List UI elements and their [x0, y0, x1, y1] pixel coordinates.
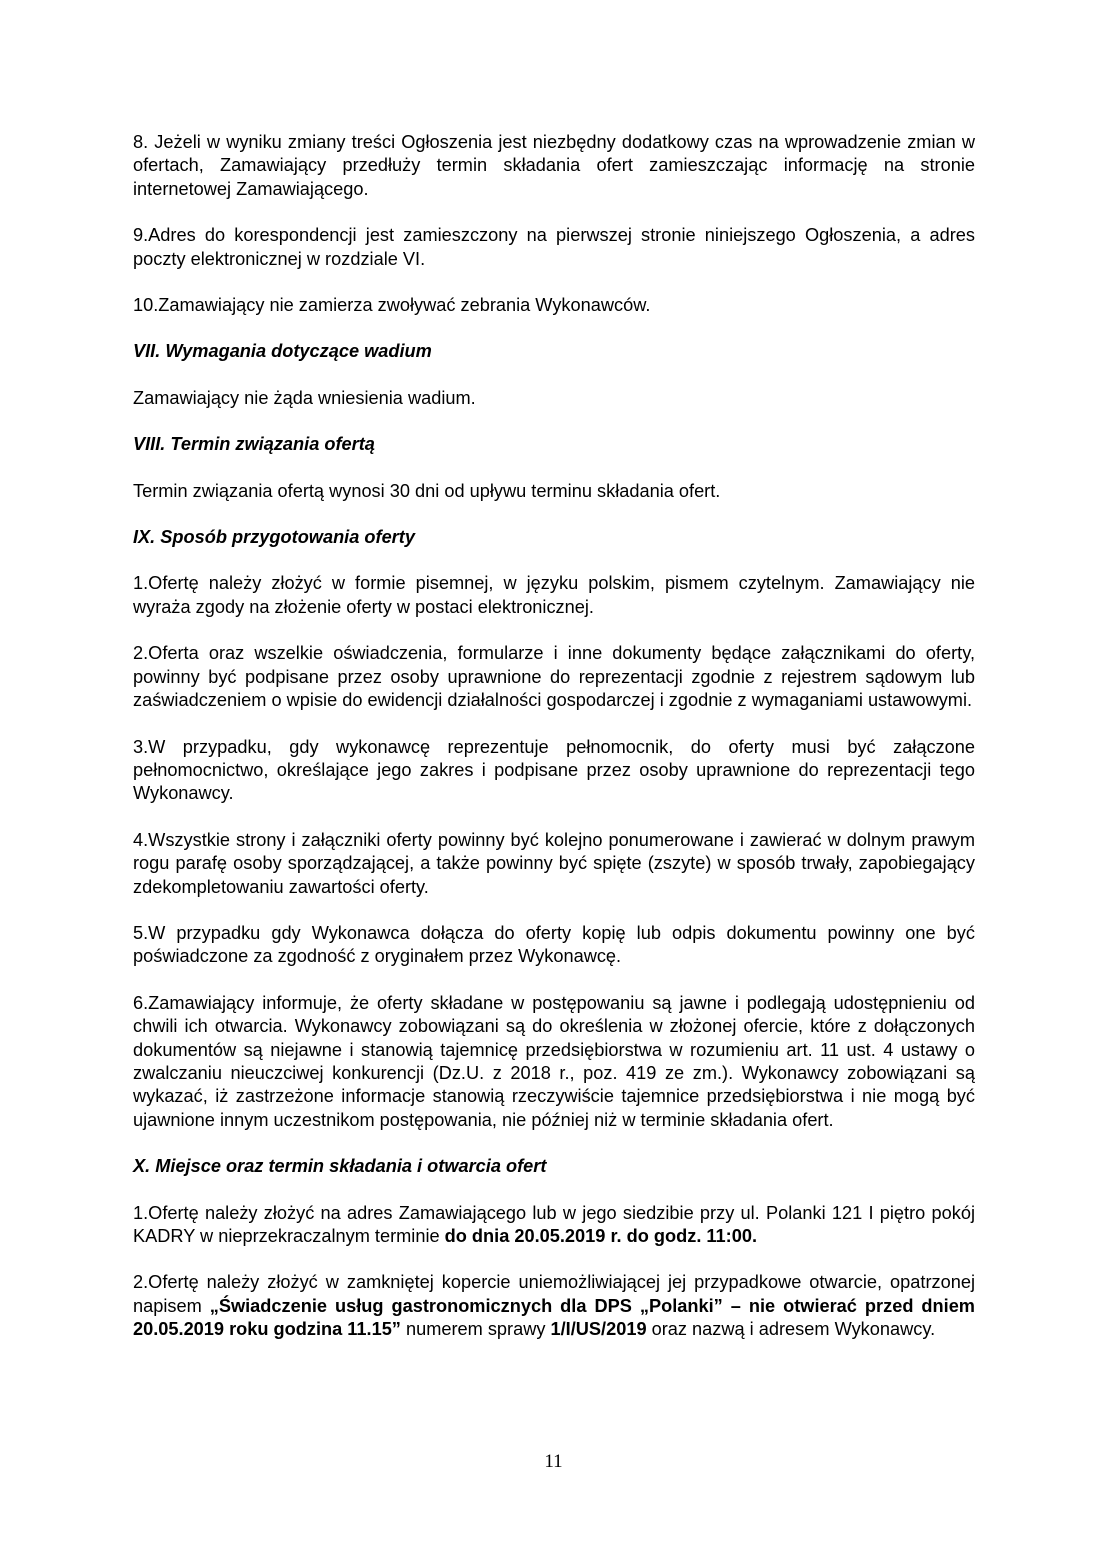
section-viii-text: Termin związania ofertą wynosi 30 dni od upływu terminu składania ofert.: [133, 480, 721, 501]
section-ix-item-5: 5.W przypadku gdy Wykonawca dołącza do oferty kopię lub odpis dokumentu powinny one być poświadczone za zgodność z oryginałem przez Wykonawcę.: [133, 922, 975, 967]
section-x-heading: X. Miejsce oraz termin składania i otwarcia ofert: [133, 1156, 547, 1177]
page-number: 11: [544, 1451, 563, 1472]
document-page: [133, 131, 975, 1365]
section-viii-heading: VIII. Termin związania ofertą: [133, 434, 375, 455]
section-vii-text: Zamawiający nie żąda wniesienia wadium.: [133, 387, 476, 408]
section-ix-item-3: 3.W przypadku, gdy wykonawcę reprezentuje pełnomocnik, do oferty musi być załączone pełnomocnictwo, określające jego zakres i podpisane przez osoby uprawnione do reprezentacji tego Wykonawcy.: [133, 736, 975, 804]
section-ix-heading: IX. Sposób przygotowania oferty: [133, 527, 415, 548]
section-vii-heading: VII. Wymagania dotyczące wadium: [133, 341, 432, 362]
section-x-item-1-deadline: do dnia 20.05.2019 r. do godz. 11:00.: [444, 1226, 757, 1246]
section-ix-item-4: 4.Wszystkie strony i załączniki oferty powinny być kolejno ponumerowane i zawierać w dolnym prawym rogu parafę osoby sporządzającej, a także powinny być spięte (zszyte) w sposób trwały, zapobiegający zdekompletowaniu zawartości oferty.: [133, 829, 975, 897]
section-ix-item-6: 6.Zamawiający informuje, że oferty składane w postępowaniu są jawne i podlegają udostępnieniu od chwili ich otwarcia. Wykonawcy zobowiązani są do określenia w złożonej ofercie, które z dołączonych dokumentów są niejawne i stanowią tajemnicę przedsiębiorstwa w rozumieniu art. 11 ust. 4 ustawy o zwalczaniu nieuczciwej konkurencji (Dz.U. z 2018 r., poz. 419 ze zm.). Wykonawcy zobowiązani są wykazać, iż zastrzeżone informacje stanowią rzeczywiście tajemnice przedsiębiorstwa i nie mogą być ujawnione innym uczestnikom postępowania, nie później niż w terminie składania ofert.: [133, 992, 975, 1130]
section-x-item-2-text-c: oraz nazwą i adresem Wykonawcy.: [646, 1319, 936, 1340]
paragraph-8: 8. Jeżeli w wyniku zmiany treści Ogłoszenia jest niezbędny dodatkowy czas na wprowadzenie zmian w ofertach, Zamawiający przedłuży termin składania ofert zamieszczając informację na stronie internetowej Zamawiającego.: [133, 132, 975, 199]
paragraph-10: 10.Zamawiający nie zamierza zwoływać zebrania Wykonawców.: [133, 295, 651, 316]
section-x-item-1-text: 1.Ofertę należy złożyć na adres Zamawiającego lub w jego siedzibie przy ul. Polanki 121 I piętro pokój KADRY w nieprzekraczalnym terminie: [133, 1202, 975, 1246]
section-x-item-2-case-number: 1/I/US/2019: [550, 1319, 647, 1340]
section-x-item-2-text-b: numerem sprawy: [400, 1319, 551, 1340]
section-x-item-2: [133, 1271, 975, 1341]
section-x-item-1: [133, 1202, 975, 1249]
section-ix-item-2: 2.Oferta oraz wszelkie oświadczenia, formularze i inne dokumenty będące załącznikami do oferty, powinny być podpisane przez osoby uprawnione do reprezentacji zgodnie z rejestrem sądowym lub zaświadczeniem o wpisie do ewidencji działalności gospodarczej i zgodnie z wymaganiami ustawowymi.: [133, 643, 975, 711]
paragraph-9: 9.Adres do korespondencji jest zamieszczony na pierwszej stronie niniejszego Ogłoszenia, a adres poczty elektronicznej w rozdziale VI.: [133, 225, 975, 269]
section-x-item-2-text-a: 2.Ofertę należy złożyć w zamkniętej kopercie uniemożliwiającej jej przypadkowe otwarcie, opatrzonej napisem: [133, 1272, 975, 1316]
section-ix-item-1: 1.Ofertę należy złożyć w formie pisemnej, w języku polskim, pismem czytelnym. Zamawiający nie wyraża zgody na złożenie oferty w postaci elektronicznej.: [133, 573, 975, 617]
section-x-item-2-envelope-label: „Świadczenie usług gastronomicznych dla DPS „Polanki” – nie otwierać przed dniem 20.05.2019 roku godzina 11.15”: [133, 1295, 975, 1340]
